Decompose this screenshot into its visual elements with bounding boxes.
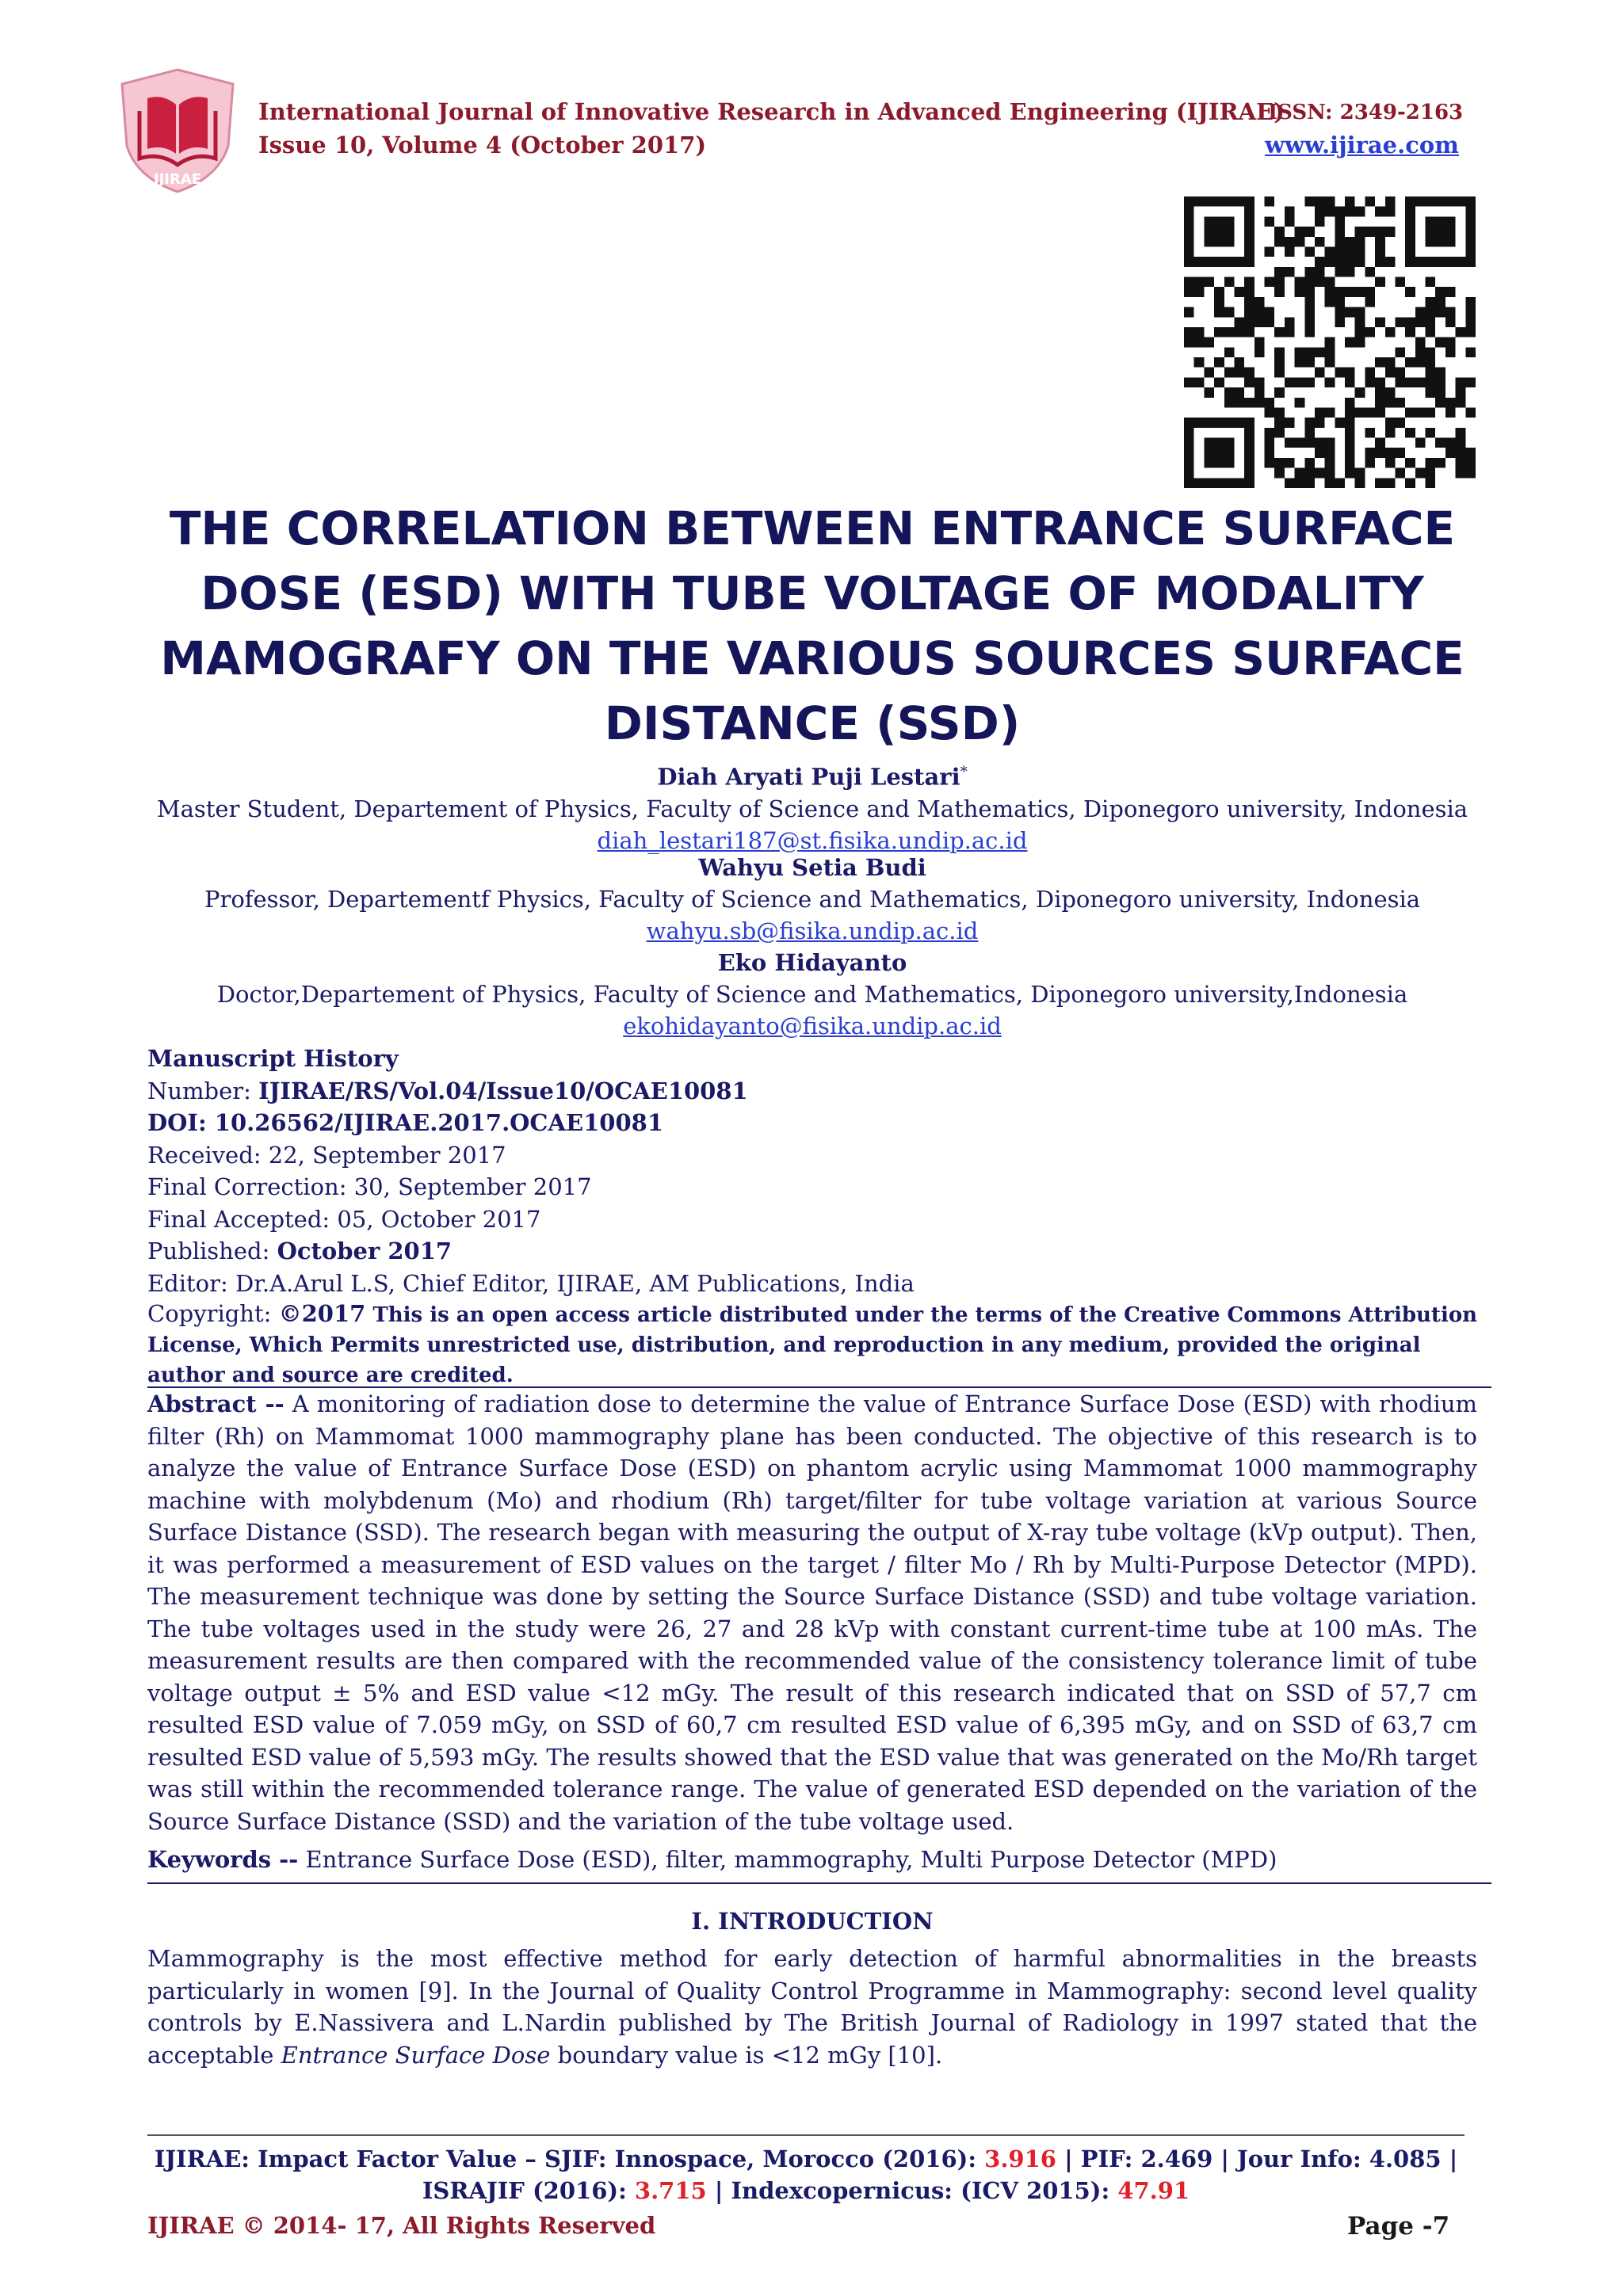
- editor: Editor: Dr.A.Arul L.S, Chief Editor, IJIRAE, AM Publications, India: [147, 1269, 915, 1297]
- author-mark: *: [960, 764, 968, 780]
- copyright-text: This is an open access article distributed under the terms of the Creative Commons Attribution License, Which Permits unrestricted use, distribution, and reproduction in any medium, provided the original author and source are credited.: [147, 1303, 1478, 1387]
- introduction-text: [147, 1943, 1477, 2071]
- author-affiliation: Professor, Departementf Physics, Faculty of Science and Mathematics, Diponegoro university, Indonesia: [204, 886, 1421, 913]
- qr-modules: [1184, 196, 1476, 488]
- journal-name: International Journal of Innovative Research in Advanced Engineering (IJIRAE): [258, 98, 1285, 125]
- author-affiliation: Master Student, Departement of Physics, Faculty of Science and Mathematics, Diponegoro university, Indonesia: [156, 795, 1468, 822]
- keywords-label: Keywords --: [147, 1846, 299, 1873]
- number-value: IJIRAE/RS/Vol.04/Issue10/OCAE10081: [258, 1077, 748, 1104]
- author-email[interactable]: diah_lestari187@st.fisika.undip.ac.id: [597, 826, 1028, 854]
- author-name: Diah Aryati Puji Lestari: [657, 763, 960, 791]
- author-name: Wahyu Setia Budi: [698, 854, 926, 881]
- published-value: October 2017: [277, 1238, 453, 1264]
- history-heading: Manuscript History: [147, 1045, 399, 1072]
- logo-text: IJIRAE: [153, 171, 202, 188]
- footer-divider: [147, 2134, 1465, 2136]
- author-1: [111, 757, 1514, 856]
- page-number: Page -7: [1347, 2212, 1450, 2241]
- abstract: [147, 1388, 1477, 1837]
- keywords: [147, 1844, 1477, 1875]
- copyright-year: ©2017: [278, 1300, 366, 1327]
- metrics-text: | Indexcopernicus: (ICV 2015):: [706, 2177, 1118, 2204]
- abstract-label: Abstract --: [147, 1390, 285, 1417]
- section-heading: I. INTRODUCTION: [691, 1908, 934, 1935]
- keywords-text: Entrance Surface Dose (ESD), filter, mammography, Multi Purpose Detector (MPD): [298, 1846, 1277, 1873]
- author-3: [111, 947, 1514, 1042]
- metrics-text: | PIF: 2.469 | Jour Info: 4.085 |: [1056, 2145, 1458, 2172]
- qr-code: [1184, 196, 1476, 488]
- final-correction-date: Final Correction: 30, September 2017: [147, 1173, 592, 1200]
- issue-info: Issue 10, Volume 4 (October 2017): [258, 132, 707, 158]
- author-2: [111, 852, 1514, 947]
- number-label: Number:: [147, 1077, 259, 1104]
- paper-title: THE CORRELATION BETWEEN ENTRANCE SURFACE DOSE (ESD) WITH TUBE VOLTAGE OF MODALITY MAMOGRAFY ON THE VARIOUS SOURCES SURFACE DISTANCE (SSD): [160, 502, 1465, 750]
- divider: [147, 1882, 1491, 1884]
- manuscript-history: [147, 1043, 1484, 1390]
- footer-metrics: [147, 2143, 1465, 2206]
- ijirae-logo: [116, 67, 239, 195]
- intro-text-b: boundary value is <12 mGy [10].: [550, 2041, 943, 2069]
- doi: DOI: 10.26562/IJIRAE.2017.OCAE10081: [147, 1109, 664, 1136]
- copyright-label: Copyright:: [147, 1300, 279, 1327]
- final-accepted-date: Final Accepted: 05, October 2017: [147, 1205, 541, 1233]
- israjif-value: 3.715: [634, 2177, 707, 2204]
- author-email[interactable]: wahyu.sb@fisika.undip.ac.id: [646, 917, 979, 944]
- author-email[interactable]: ekohidayanto@fisika.undip.ac.id: [623, 1013, 1002, 1039]
- author-affiliation: Doctor,Departement of Physics, Faculty of Science and Mathematics, Diponegoro university,Indonesia: [216, 981, 1408, 1008]
- intro-text-a: Mammography is the most effective method for early detection of harmful abnormalities in the breasts particularly in women [9]. In the Journal of Quality Control Programme in Mammography: second level quality controls by E.Nassivera and L.Nardin published by The British Journal of Radiology in 1997 stated that the acceptable: [147, 1945, 1477, 2069]
- sjif-value: 3.916: [984, 2145, 1056, 2172]
- abstract-text: A monitoring of radiation dose to determine the value of Entrance Surface Dose (ESD) with rhodium filter (Rh) on Mammomat 1000 mammography plane has been conducted. The objective of this research is to analyze the value of Entrance Surface Dose (ESD) on phantom acrylic using Mammomat 1000 mammography machine with molybdenum (Mo) and rhodium (Rh) target/filter for tube voltage variation at various Source Surface Distance (SSD). The research began with measuring the output of X-ray tube voltage (kVp output). Then, it was performed a measurement of ESD values on the target / filter Mo / Rh by Multi-Purpose Detector (MPD). The measurement technique was done by setting the Source Surface Distance (SSD) and tube voltage variation. The tube voltages used in the study were 26, 27 and 28 kVp with constant current-time tube at 100 mAs. The measurement results are then compared with the recommended value of the consistency tolerance limit of tube voltage output ± 5% and ESD value <12 mGy. The result of this research indicated that on SSD of 57,7 cm resulted ESD value of 7.059 mGy, on SSD of 60,7 cm resulted ESD value of 6,395 mGy, and on SSD of 63,7 cm resulted ESD value of 5,593 mGy. The results showed that the ESD value that was generated on the Mo/Rh target was still within the recommended tolerance range. The value of generated ESD depended on the variation of the Source Surface Distance (SSD) and the variation of the tube voltage used.: [147, 1390, 1478, 1835]
- author-name: Eko Hidayanto: [717, 949, 907, 976]
- issn: ISSN: 2349-2163: [1268, 101, 1464, 124]
- icv-value: 47.91: [1117, 2177, 1190, 2204]
- footer-copyright: IJIRAE © 2014- 17, All Rights Reserved: [147, 2212, 656, 2239]
- intro-text-italic: Entrance Surface Dose: [281, 2041, 551, 2069]
- published-label: Published:: [147, 1238, 277, 1264]
- metrics-text: IJIRAE: Impact Factor Value – SJIF: Innospace, Morocco (2016):: [154, 2145, 985, 2172]
- metrics-text: ISRAJIF (2016):: [422, 2177, 635, 2204]
- website-link[interactable]: www.ijirae.com: [1265, 132, 1459, 158]
- received-date: Received: 22, September 2017: [147, 1141, 506, 1169]
